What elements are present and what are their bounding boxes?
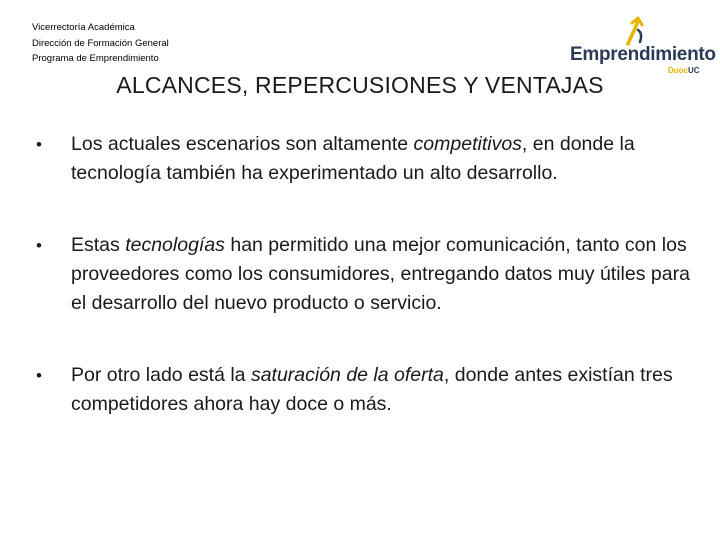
logo-uc-text: UC <box>688 66 700 75</box>
institution-header <box>32 20 169 67</box>
bullet-item <box>36 361 696 419</box>
logo-wordmark: Emprendimiento <box>570 44 716 65</box>
emprendimiento-logo <box>566 16 716 75</box>
bullet-dot: • <box>36 366 42 385</box>
header-line-programa: Programa de Emprendimiento <box>32 53 159 64</box>
bullet-item <box>36 130 696 188</box>
bullet-emphasis: tecnologías <box>125 234 225 256</box>
bullet-dot: • <box>36 236 42 255</box>
bullet-list <box>36 130 696 419</box>
bullet-text: Por otro lado está la <box>71 364 251 386</box>
header-line-vicerrectoria: Vicerrectoría Académica <box>32 22 135 33</box>
bullet-text: Los actuales escenarios son altamente <box>71 133 414 155</box>
logo-arrow-icon <box>616 16 656 46</box>
logo-duoc-text: Duoc <box>668 66 688 75</box>
bullet-emphasis: competitivos <box>413 133 522 155</box>
bullet-dot: • <box>36 135 42 154</box>
bullet-text: Estas <box>71 234 126 256</box>
bullet-item <box>36 231 696 318</box>
bullet-text: han permitido una mejor comunicación, tanto con los proveedores como los consumidores, entregando datos muy útiles para el desarrollo del nuevo producto o servicio. <box>71 234 690 314</box>
bullet-emphasis: saturación de la oferta <box>250 364 444 386</box>
bullet-text: , en donde la tecnología también ha experimentado un alto desarrollo. <box>71 133 635 184</box>
bullet-text: , donde antes existían tres competidores ahora hay doce o más. <box>71 364 673 415</box>
header-line-direccion: Dirección de Formación General <box>32 37 169 49</box>
slide-title: ALCANCES, REPERCUSIONES Y VENTAJAS <box>116 72 604 98</box>
